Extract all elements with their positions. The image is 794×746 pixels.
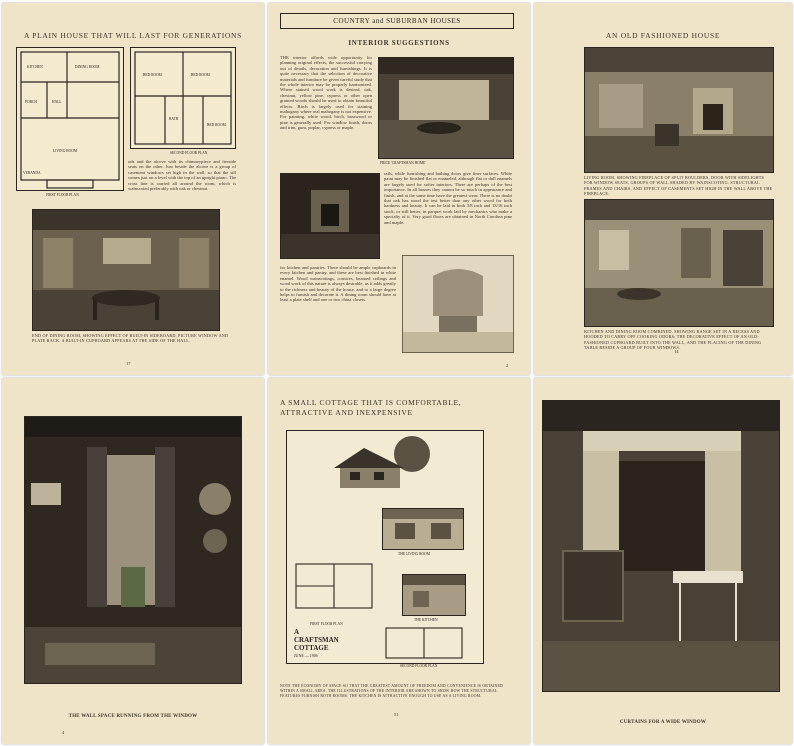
label-dining-room: DINING ROOM <box>75 65 100 69</box>
second-floor-plan <box>130 47 236 149</box>
label-bath: BATH <box>169 117 179 121</box>
page-interior-suggestions <box>268 3 530 375</box>
dining-room-caption: END OF DINING ROOM, SHOWING EFFECT OF BUILT-IN SIDEBOARD, PICTURE WINDOW AND PLATE RACK. A BUILT-IN CUPBOARD APPEARS AT THE SIDE OF THE HALL. <box>32 333 229 344</box>
label-bed-room-2: BED ROOM <box>191 73 210 77</box>
page-wall-space <box>2 378 264 744</box>
page-number: 4 <box>62 730 65 735</box>
kitchen-inset-drawing <box>403 575 465 615</box>
cottage-caption: NOTE THE ECONOMY OF SPACE SO THAT THE GREATEST AMOUNT OF FREEDOM AND CONVENIENCE IS OBTAINED WITHIN A SMALL AREA. THE ILLUSTRATIONS OF THE INTERIOR ARE SHOWN TO SHOW HOW THE STRUCTURAL FEATURES FURNISH BOTH ROOMS. THE KITCHEN IS ATTRACTIVE ENOUGH TO USE AS A LIVING ROOM. <box>280 684 503 698</box>
craftsman-title-cottage: COTTAGE <box>294 644 329 652</box>
page-number: 17 <box>126 361 131 366</box>
page-title: A PLAIN HOUSE THAT WILL LAST FOR GENERATIONS <box>23 31 243 40</box>
dining-room-photo <box>32 209 220 331</box>
cottage-second-floor-plan <box>384 626 464 660</box>
label-bed-room-3: BED ROOM <box>207 123 226 127</box>
living-room-fireplace-illustration <box>585 48 773 172</box>
kitchen-photo <box>584 199 774 327</box>
living-room-illustration <box>379 58 513 158</box>
page-number: 14 <box>674 349 679 354</box>
dining-room-illustration <box>33 210 219 330</box>
page-title-line-2: ATTRACTIVE AND INEXPENSIVE <box>280 408 413 417</box>
wall-space-photo <box>24 416 242 684</box>
page-plain-house <box>2 3 264 375</box>
cottage-exterior-illustration <box>324 434 434 494</box>
label-bed-room-1: BED ROOM <box>143 73 162 77</box>
page-title: AN OLD FASHIONED HOUSE <box>605 31 721 40</box>
column-3-text: for kitchen and pantries. There should be ample cupboards in every kitchen and pantry, and these are best finished in white enamel. Wood wainscotings, cornices, beamed ceilings and wood work of this nature is always desirable, as it adds greatly to the richness and beauty of the house, and to a large degree helps to furnish and decorate it. A dining room should have at least a plate shelf and one or two china closets. <box>280 265 396 303</box>
wall-space-illustration <box>25 417 241 683</box>
label-hall: HALL <box>52 100 62 104</box>
first-floor-plan-drawing <box>17 48 123 190</box>
curtains-photo <box>542 400 780 692</box>
page-curtains <box>534 378 792 744</box>
fireplace-illustration <box>281 174 379 258</box>
craftsman-title-a: A <box>294 628 300 636</box>
label-veranda: VERANDA <box>23 171 41 175</box>
second-floor-label: SECOND FLOOR PLAN <box>400 664 438 668</box>
label-living-room: LIVING ROOM <box>53 149 78 153</box>
curtains-illustration <box>543 401 779 691</box>
living-room-photo <box>584 47 774 173</box>
living-room-caption: LIVING ROOM, SHOWING FIREPLACE OF SPLIT BOULDERS, DOOR WITH SIDELIGHTS FOR WINDOW SEATS, GROUPS OF WALL SHADED BY WAINSCOTING, STRUCTURAL FRAMES AND CHAIRS, AND EFFECT OF CASEMENTS SET HIGH IN THE WALL ABOVE THE FIREPLACE. <box>584 175 773 197</box>
label-kitchen: KITCHEN <box>27 65 43 69</box>
curtains-caption: CURTAINS FOR A WIDE WINDOW <box>619 720 707 725</box>
interior-photo-3 <box>402 255 514 353</box>
page-small-cottage <box>268 378 530 744</box>
page-number: 2 <box>506 363 509 368</box>
column-2-text: rails, while furnishing and bathing doors give finer surfaces. White paint may be finished flat or enameled, although flat or dull enamels are largely used for softer interiors. There are perhaps of the best importance. In all houses they cannot be so much in appearance and finish, and at the same time have the greatest wear. There is no doubt that oak has stood the test better than any other wood for both hardness and beauty. It can be laid in both 3/8 inch and 13/16 inch stock, or still better, in parquet work laid by mechanics who make a specialty of it. Very good floors are obtained in North Carolina pine and maple. <box>384 171 512 225</box>
kitchen-dining-illustration <box>585 200 773 326</box>
cottage-first-floor-plan <box>294 562 374 618</box>
second-floor-plan-drawing <box>131 48 235 148</box>
interior-photo-1 <box>378 57 514 159</box>
page-old-fashioned-house <box>534 3 792 375</box>
craftsman-date: JUNE — 1906 <box>294 653 318 658</box>
second-floor-caption: SECOND FLOOR PLAN. <box>170 151 209 155</box>
living-room-inset-drawing <box>383 509 463 549</box>
photo-caption: PRICE 'CRAFTSMAN HOME' <box>380 161 426 165</box>
wall-space-caption: THE WALL SPACE RUNNING FROM THE WINDOW <box>68 714 198 719</box>
first-floor-caption: FIRST FLOOR PLAN. <box>46 193 80 197</box>
page-number: 51 <box>394 712 399 717</box>
page-title: INTERIOR SUGGESTIONS <box>348 39 450 47</box>
label-porch: PORCH <box>25 100 37 104</box>
header-text: COUNTRY and SUBURBAN HOUSES <box>333 17 461 25</box>
kitchen-inset-label: THE KITCHEN <box>414 618 438 622</box>
body-text: ods and the alcove with its chimneypiece and fireside seats on the other. Just beside the alcove is a group of casement windows set high in the wall, so that the sill comes just on a level with the top of an upright piano. The cross line is carried all around the room, which is wainscoted preferably with oak or chestnut. <box>128 159 236 192</box>
kitchen-caption: KITCHEN AND DINING ROOM COMBINED, SHOWING RANGE SET IN A RECESS AND HOODED TO CARRY OFF COOKING ODORS; THE DECORATIVE EFFECT OF AN OLD-FASHIONED CUPBOARD BUILT INTO THE WALL, AND THE PLACING OF THE DINING TABLE BESIDE A GROUP OF FOUR WINDOWS. <box>584 329 762 351</box>
first-floor-label: FIRST FLOOR PLAN <box>310 622 343 626</box>
column-1-text: THE interior affords wide opportunity for planning original effects, the successful carrying out of details, decoration and furnishings. It is quite necessary that the selection of decorative materials and furniture be given careful study that the whole interior may be properly harmonized. Where stained wood work is desired, oak, chestnut, yellow pine, cypress or other open grained woods should be used to obtain beautiful effects. Birch is largely used for staining mahogany where real mahogany is not expensive. For painting, white wood, birch, basswood or pine is generally used. For window finish, doors and trim, gum, poplar, cypress or maple. <box>280 55 372 131</box>
living-room-inset-label: THE LIVING ROOM <box>398 552 430 556</box>
first-floor-plan <box>16 47 124 191</box>
page-title-line-1: A SMALL COTTAGE THAT IS COMFORTABLE, <box>280 398 462 407</box>
craftsman-title: CRAFTSMAN <box>294 636 339 644</box>
living-room-inset <box>382 508 464 550</box>
interior-photo-2 <box>280 173 380 259</box>
magazine-header <box>280 13 514 29</box>
bedroom-illustration <box>403 256 513 352</box>
kitchen-inset <box>402 574 466 616</box>
